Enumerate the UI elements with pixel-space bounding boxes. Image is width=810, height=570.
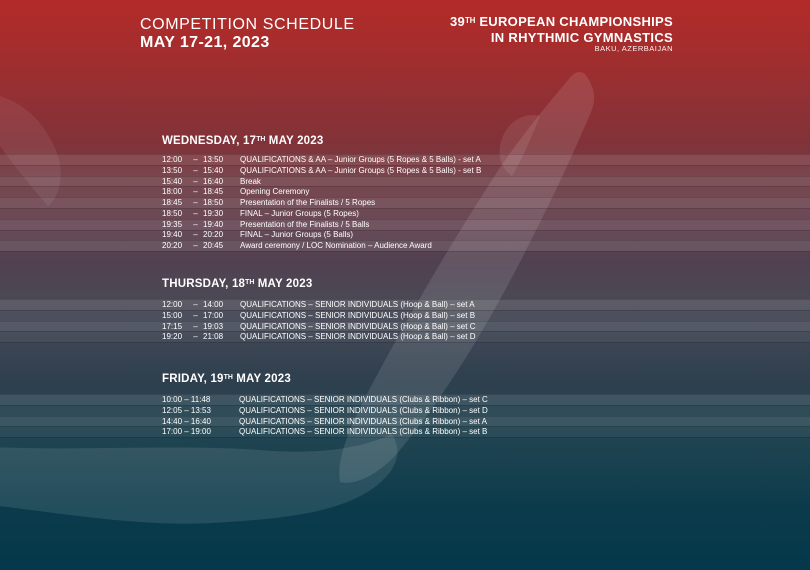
- time-start: 13:50: [162, 165, 183, 175]
- schedule-row: [0, 197, 810, 208]
- event-label: QUALIFICATIONS – SENIOR INDIVIDUALS (Clubs & Ribbon) – set B: [239, 427, 488, 437]
- time-start: 12:00: [162, 154, 183, 164]
- schedule-thursday: [0, 299, 810, 343]
- time-dash: –: [193, 208, 198, 218]
- time-start: 19:40: [162, 230, 183, 240]
- event-label: Presentation of the Finalists / 5 Balls: [240, 219, 370, 229]
- time-start: 20:20: [162, 241, 183, 251]
- time-start: 19:20: [162, 332, 183, 342]
- time-dash: –: [193, 165, 198, 175]
- time-end: 15:40: [203, 165, 224, 175]
- poster-title-line1: COMPETITION SCHEDULE: [140, 16, 355, 33]
- time-dash: –: [193, 241, 198, 251]
- time-end: 19:03: [203, 321, 224, 331]
- day-heading-friday: FRIDAY, 19TH MAY 2023: [162, 373, 291, 385]
- time-dash: –: [193, 154, 198, 164]
- schedule-row: [0, 165, 810, 176]
- schedule-row: [0, 186, 810, 197]
- day-heading-thursday: THURSDAY, 18TH MAY 2023: [162, 278, 313, 290]
- schedule-friday: [0, 394, 810, 438]
- schedule-row: [0, 331, 810, 342]
- time-dash: –: [193, 332, 198, 342]
- schedule-row: [0, 230, 810, 241]
- time-range: 14:40 – 16:40: [162, 416, 211, 426]
- event-label: Break: [240, 176, 261, 186]
- time-end: 18:50: [203, 198, 224, 208]
- time-end: 20:20: [203, 230, 224, 240]
- time-range: 10:00 – 11:48: [162, 394, 211, 404]
- poster-title-dates: MAY 17-21, 2023: [140, 34, 270, 51]
- time-dash: –: [193, 187, 198, 197]
- event-label: QUALIFICATIONS – SENIOR INDIVIDUALS (Hoop & Ball) – set B: [240, 310, 476, 320]
- schedule-row: [0, 310, 810, 321]
- schedule-row: [0, 240, 810, 251]
- time-start: 18:45: [162, 198, 183, 208]
- event-label: Presentation of the Finalists / 5 Ropes: [240, 198, 376, 208]
- schedule-row: [0, 208, 810, 219]
- time-start: 17:15: [162, 321, 183, 331]
- time-end: 13:50: [203, 154, 224, 164]
- event-title-line1: 39TH EUROPEAN CHAMPIONSHIPS: [449, 14, 673, 29]
- time-start: 19:35: [162, 219, 183, 229]
- schedule-wednesday: [0, 154, 810, 252]
- event-label: FINAL – Junior Groups (5 Balls): [240, 230, 354, 240]
- time-start: 18:00: [162, 187, 183, 197]
- time-end: 19:30: [203, 208, 224, 218]
- event-label: FINAL – Junior Groups (5 Ropes): [240, 208, 359, 218]
- time-end: 16:40: [203, 176, 224, 186]
- time-end: 20:45: [203, 241, 224, 251]
- schedule-row: [0, 176, 810, 187]
- time-end: 21:08: [203, 332, 224, 342]
- event-location: BAKU, AZERBAIJAN: [594, 44, 673, 53]
- event-label: QUALIFICATIONS – SENIOR INDIVIDUALS (Clubs & Ribbon) – set A: [239, 416, 487, 426]
- time-dash: –: [193, 198, 198, 208]
- event-label: Opening Ceremony: [240, 187, 310, 197]
- event-label: QUALIFICATIONS – SENIOR INDIVIDUALS (Clubs & Ribbon) – set D: [239, 405, 488, 415]
- event-label: QUALIFICATIONS – SENIOR INDIVIDUALS (Hoop & Ball) – set A: [240, 299, 475, 309]
- schedule-row: [0, 426, 810, 437]
- schedule-row: [0, 394, 810, 405]
- time-end: 14:00: [203, 299, 224, 309]
- time-range: 12:05 – 13:53: [162, 405, 211, 415]
- time-dash: –: [193, 230, 198, 240]
- event-label: QUALIFICATIONS – SENIOR INDIVIDUALS (Clubs & Ribbon) – set C: [239, 394, 488, 404]
- time-end: 17:00: [203, 310, 224, 320]
- schedule-row: [0, 299, 810, 310]
- schedule-row: [0, 321, 810, 332]
- time-start: 15:40: [162, 176, 183, 186]
- event-label: Award ceremony / LOC Nomination – Audience Award: [240, 241, 432, 251]
- event-label: QUALIFICATIONS – SENIOR INDIVIDUALS (Hoop & Ball) – set D: [240, 332, 476, 342]
- poster-title: [140, 15, 355, 52]
- day-heading-wednesday: WEDNESDAY, 17TH MAY 2023: [162, 135, 324, 147]
- time-dash: –: [193, 321, 198, 331]
- schedule-row: [0, 405, 810, 416]
- event-label: QUALIFICATIONS – SENIOR INDIVIDUALS (Hoop & Ball) – set C: [240, 321, 476, 331]
- event-title-line2: IN RHYTHMIC GYMNASTICS: [490, 29, 673, 45]
- event-label: QUALIFICATIONS & AA – Junior Groups (5 Ropes & 5 Balls) - set B: [240, 165, 482, 175]
- time-dash: –: [193, 176, 198, 186]
- event-label: QUALIFICATIONS & AA – Junior Groups (5 Ropes & 5 Balls) - set A: [240, 154, 481, 164]
- time-start: 15:00: [162, 310, 183, 320]
- time-dash: –: [193, 310, 198, 320]
- time-dash: –: [193, 219, 198, 229]
- event-title: [450, 15, 673, 54]
- time-end: 19:40: [203, 219, 224, 229]
- schedule-row: [0, 154, 810, 165]
- time-start: 18:50: [162, 208, 183, 218]
- time-end: 18:45: [203, 187, 224, 197]
- schedule-row: [0, 416, 810, 427]
- time-start: 12:00: [162, 299, 183, 309]
- schedule-row: [0, 219, 810, 230]
- time-dash: –: [193, 299, 198, 309]
- time-range: 17:00 – 19:00: [162, 427, 211, 437]
